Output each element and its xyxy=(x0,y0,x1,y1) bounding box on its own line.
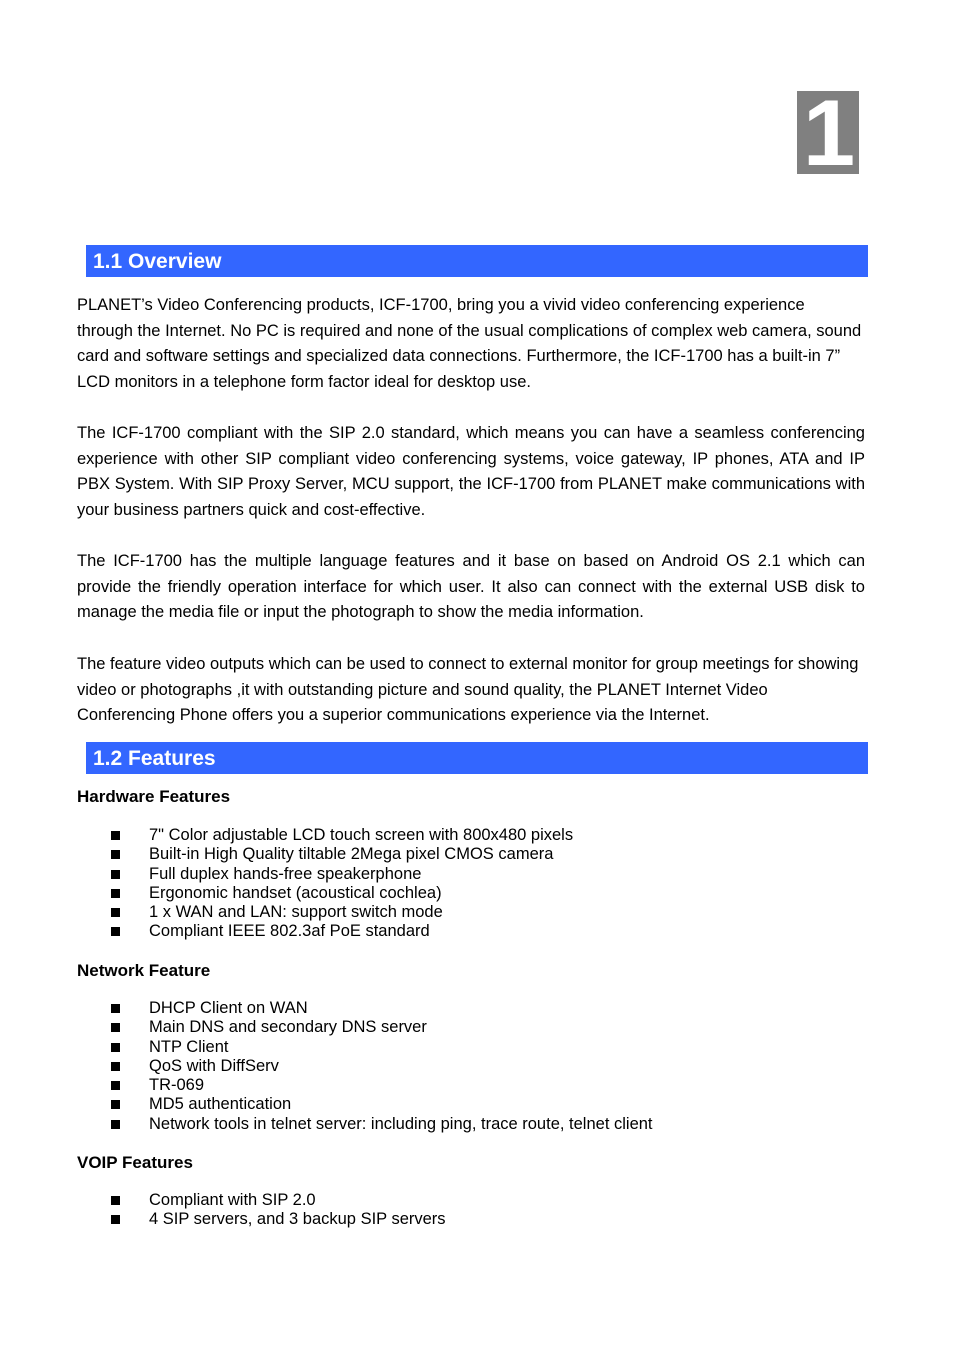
hardware-features-list xyxy=(111,826,573,942)
list-item-text: Ergonomic handset (acoustical cochlea) xyxy=(149,883,442,902)
list-item xyxy=(111,845,573,864)
square-bullet-icon xyxy=(111,1062,120,1071)
list-item-text: MD5 authentication xyxy=(149,1095,292,1114)
voip-features-list xyxy=(111,1191,446,1230)
network-feature-title: Network Feature xyxy=(77,961,211,980)
list-item-text: 4 SIP servers, and 3 backup SIP servers xyxy=(149,1210,446,1229)
square-bullet-icon xyxy=(111,1004,120,1013)
square-bullet-icon xyxy=(111,850,120,859)
list-item xyxy=(111,1210,446,1229)
square-bullet-icon xyxy=(111,1215,120,1224)
section-heading-overview: 1.1 Overview xyxy=(86,245,868,277)
square-bullet-icon xyxy=(111,889,120,898)
list-item-text: TR-069 xyxy=(149,1076,205,1095)
list-item xyxy=(111,999,653,1018)
chapter-number-box: 1 xyxy=(797,91,859,174)
list-item xyxy=(111,1018,653,1037)
list-item-text: Main DNS and secondary DNS server xyxy=(149,1018,427,1037)
list-item-text: NTP Client xyxy=(149,1037,229,1056)
square-bullet-icon xyxy=(111,1023,120,1032)
list-item-text: Network tools in telnet server: including ping, trace route, telnet client xyxy=(149,1114,653,1133)
overview-paragraph-2: The ICF-1700 compliant with the SIP 2.0 standard, which means you can have a seamless conferencing experience with other SIP compliant video conferencing systems, voice gateway, IP phones, ATA and IP PBX System. With SIP Proxy Server, MCU support, the ICF-1700 from PLANET make communications with your business partners quick and cost-effective. xyxy=(77,424,865,520)
list-item xyxy=(111,1038,653,1057)
list-item xyxy=(111,1057,653,1076)
square-bullet-icon xyxy=(111,1081,120,1090)
overview-paragraph-3: The ICF-1700 has the multiple language features and it base on based on Android OS 2.1 which can provide the friendly operation interface for which user. It also can connect with the external USB disk to manage the media file or input the photograph to show the media information. xyxy=(77,552,865,622)
list-item-text: Built-in High Quality tiltable 2Mega pixel CMOS camera xyxy=(149,845,554,864)
square-bullet-icon xyxy=(111,1196,120,1205)
list-item-text: Compliant with SIP 2.0 xyxy=(149,1191,316,1209)
list-item-text: QoS with DiffServ xyxy=(149,1056,279,1075)
list-item-text: DHCP Client on WAN xyxy=(149,999,308,1017)
list-item-text: Full duplex hands-free speakerphone xyxy=(149,864,422,883)
square-bullet-icon xyxy=(111,1043,120,1052)
list-item-text: Compliant IEEE 802.3af PoE standard xyxy=(149,922,430,941)
list-item xyxy=(111,865,573,884)
square-bullet-icon xyxy=(111,927,120,936)
square-bullet-icon xyxy=(111,1120,120,1129)
list-item xyxy=(111,1191,446,1210)
list-item xyxy=(111,922,573,941)
list-item xyxy=(111,826,573,845)
list-item-text: 1 x WAN and LAN: support switch mode xyxy=(149,903,443,922)
list-item xyxy=(111,1076,653,1095)
square-bullet-icon xyxy=(111,870,120,879)
list-item xyxy=(111,903,573,922)
overview-paragraph-4: The feature video outputs which can be used to connect to external monitor for group meetings for showing video or photographs ,it with outstanding picture and sound quality, the PLANET Internet Video Conferencing Phone offers you a superior communications experience via the Internet. xyxy=(77,655,859,725)
list-item xyxy=(111,884,573,903)
square-bullet-icon xyxy=(111,1100,120,1109)
list-item xyxy=(111,1115,653,1134)
list-item-text: 7" Color adjustable LCD touch screen with 800x480 pixels xyxy=(149,826,574,844)
list-item xyxy=(111,1095,653,1114)
network-features-list xyxy=(111,999,653,1134)
voip-features-title: VOIP Features xyxy=(77,1153,193,1172)
section-heading-features: 1.2 Features xyxy=(86,742,868,774)
square-bullet-icon xyxy=(111,831,120,840)
overview-paragraph-1: PLANET’s Video Conferencing products, ICF-1700, bring you a vivid video conferencing experience through the Internet. No PC is required and none of the usual complications of complex web camera, sound card and software settings and specialized data connections. Furthermore, the ICF-1700 has a built-in 7” LCD monitors in a telephone form factor ideal for desktop use. xyxy=(77,296,862,392)
square-bullet-icon xyxy=(111,908,120,917)
hardware-features-title: Hardware Features xyxy=(77,787,231,806)
